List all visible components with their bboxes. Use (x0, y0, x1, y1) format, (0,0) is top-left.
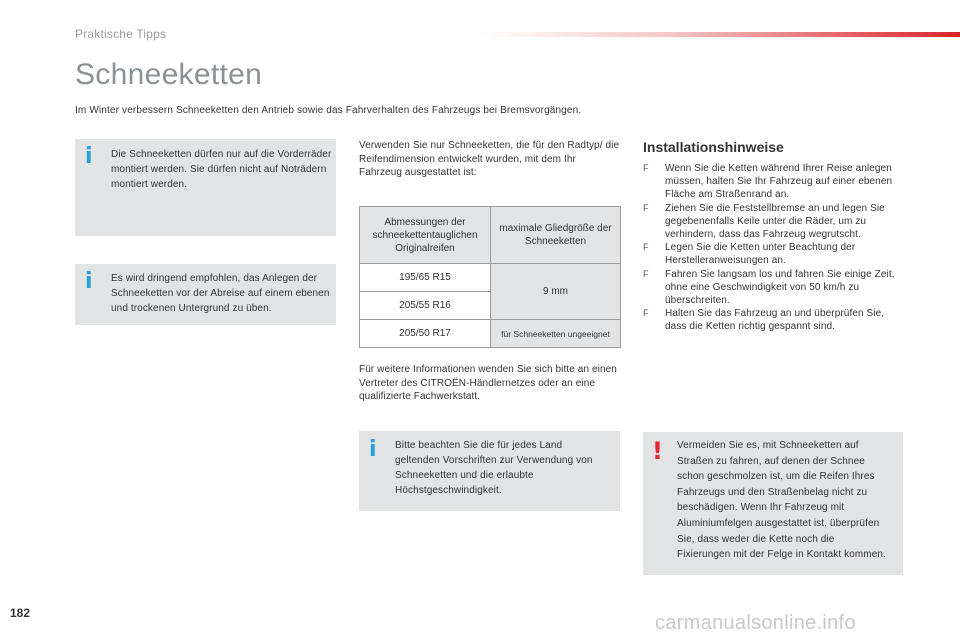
watermark: carmanualsonline.info (655, 612, 856, 634)
table-cell-shared-size: 9 mm (491, 264, 621, 320)
list-item (643, 241, 905, 267)
installation-title: Installationshinweise (643, 139, 784, 155)
note-front-wheels: Die Schneeketten dürfen nur auf die Vorderräder montiert werden. Sie dürfen nicht auf Noträdern montiert werden. (111, 149, 332, 190)
more-info-text: Für weitere Informationen wenden Sie sich bitte an einen Vertreter des CITROËN-Händlernetzes oder an eine qualifizierte Fachwerkstatt. (359, 364, 617, 402)
bullet-icon: F (643, 308, 649, 319)
info-box-practice (75, 264, 336, 325)
warning-box (643, 432, 903, 575)
info-icon: i (85, 269, 93, 294)
list-item (643, 268, 905, 308)
bullet-icon: F (643, 242, 649, 253)
table-header-chain-size: maximale Gliedgröße der Schneeketten (491, 207, 621, 264)
list-item-text: Halten Sie das Fahrzeug an und überprüfen Sie, dass die Ketten richtig gespannt sind. (665, 308, 885, 333)
intro-text: Im Winter verbessern Schneeketten den Antrieb sowie das Fahrverhalten des Fahrzeugs bei Bremsvorgängen. (75, 105, 582, 116)
table-header-tyre: Abmessungen der schneekettentauglichen Originalreifen (360, 207, 491, 264)
list-item-text: Fahren Sie langsam los und fahren Sie einige Zeit, ohne eine Geschwindigkeit von 50 km/h zu überschreiten. (665, 268, 895, 307)
table-header-row (360, 207, 621, 264)
use-only-text: Verwenden Sie nur Schneeketten, die für den Radtyp/ die Reifendimension entwickelt wurden, mit dem Ihr Fahrzeug ausgestattet ist: (359, 140, 620, 178)
tyre-chain-table (359, 206, 621, 348)
warning-text: Vermeiden Sie es, mit Schneeketten auf Straßen zu fahren, auf denen der Schnee schon geschmolzen ist, um die Reifen Ihres Fahrzeugs und den Straßenbelag nicht zu beschädigen. Wenn Ihr Fahrzeug mit Aluminiumfelgen ausgestattet ist, überprüfen Sie, dass weder die Kette noch die Fixierungen mit der Felge in Kontakt kommen. (677, 440, 886, 561)
bullet-icon: F (643, 268, 649, 279)
info-icon: i (369, 437, 377, 462)
list-item-text: Legen Sie die Ketten unter Beachtung der Herstelleranweisungen an. (665, 242, 856, 267)
section-label: Praktische Tipps (75, 27, 167, 41)
page-title: Schneeketten (75, 58, 263, 91)
list-item-text: Wenn Sie die Ketten während Ihrer Reise anlegen müssen, halten Sie Ihr Fahrzeug auf einer ebenen Fläche am Straßenrand an. (665, 163, 893, 201)
list-item-text: Ziehen Sie die Feststellbremse an und legen Sie gegebenenfalls Keile unter die Räder, um zu verhindern, dass das Fahrzeug wegrutscht. (665, 202, 885, 241)
info-box-front-wheels (75, 139, 336, 236)
table-cell-tyre: 195/65 R15 (360, 264, 491, 292)
bullet-icon: F (643, 202, 649, 213)
table-row (360, 320, 621, 348)
table-cell-tyre: 205/50 R17 (360, 320, 491, 348)
info-icon: i (85, 144, 93, 169)
note-regulations: Bitte beachten Sie die für jedes Land geltenden Vorschriften zur Verwendung von Schneeketten und die erlaubte Höchstgeschwindigkeit. (395, 440, 593, 496)
warning-icon: ! (652, 437, 663, 465)
bullet-icon: F (643, 163, 649, 173)
table-cell-tyre: 205/55 R16 (360, 292, 491, 320)
note-practice: Es wird dringend empfohlen, das Anlegen der Schneeketten vor der Abreise auf einem ebenen und trockenen Untergrund zu üben. (111, 273, 330, 314)
table-row (360, 264, 621, 292)
list-item (643, 202, 905, 242)
header-accent-bar (480, 32, 960, 37)
page-number: 182 (10, 606, 31, 620)
table-cell-size: für Schneeketten ungeeignet (491, 320, 621, 348)
list-item (643, 162, 905, 202)
list-item (643, 307, 905, 333)
info-box-regulations (359, 431, 620, 511)
installation-list (643, 162, 905, 334)
